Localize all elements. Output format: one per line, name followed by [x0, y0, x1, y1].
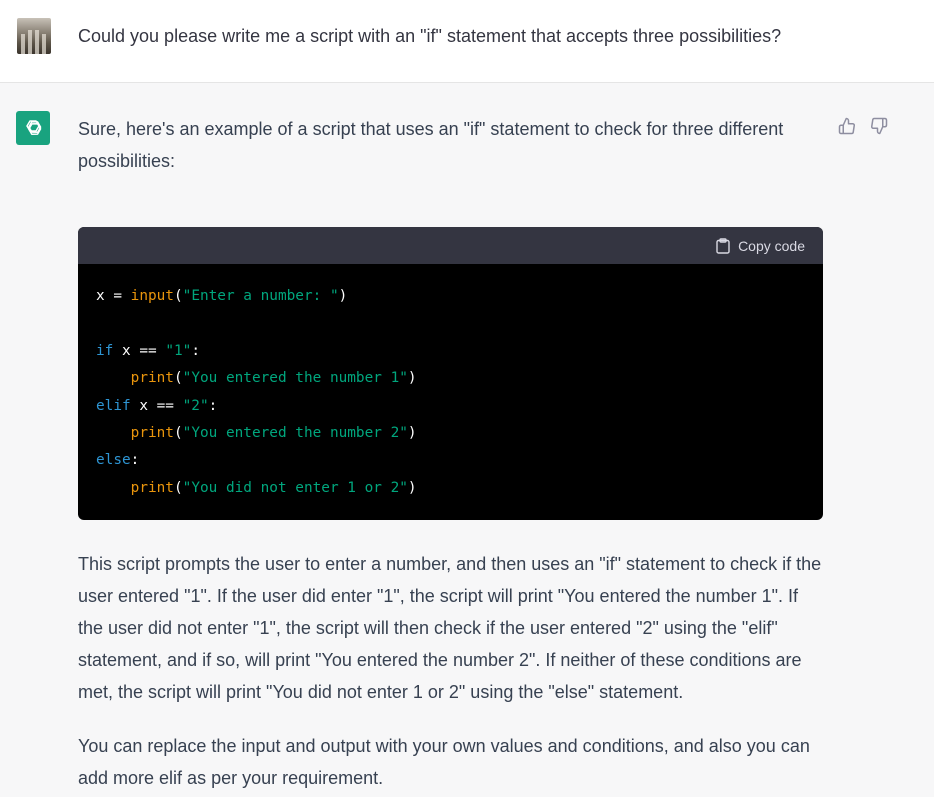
code-token: x ==: [113, 342, 166, 359]
code-content: [78, 264, 823, 502]
code-token: "Enter a number: ": [182, 288, 339, 304]
code-token: :: [191, 342, 200, 359]
code-token: print: [130, 425, 174, 442]
user-avatar: [17, 18, 51, 54]
code-token: [96, 370, 131, 386]
code-block-header: [78, 227, 823, 264]
code-line: [96, 393, 805, 420]
assistant-intro-text: Sure, here's an example of a script that uses an "if" statement to check for three different possibilities:: [78, 119, 784, 171]
code-token: [96, 425, 131, 441]
code-token: :: [130, 452, 140, 469]
thumbs-up-icon[interactable]: [836, 115, 858, 137]
copy-code-button[interactable]: [716, 230, 805, 262]
code-token: "1": [165, 342, 192, 359]
code-token: x =: [96, 288, 131, 304]
code-token: if: [96, 342, 114, 359]
code-token: "You entered the number 1": [182, 370, 408, 387]
code-token: "You entered the number 2": [182, 425, 408, 442]
code-block: [78, 227, 823, 520]
user-message-text: Could you please write me a script with an "if" statement that accepts three possibilities?: [78, 26, 782, 46]
code-token: print: [130, 370, 174, 387]
assistant-explanation-text: This script prompts the user to enter a number, and then uses an "if" statement to check if the user entered "1". If the user did enter "1", the script will print "You entered the number 1". If the user did not enter "1", the script will then check if the user entered "2" using the "elif" statement, and if so, will print "You entered the number 2". If neither of these conditions are met, the script will print "You did not enter 1 or 2" using the "else" statement.: [78, 554, 822, 702]
code-token: (: [173, 370, 183, 387]
code-token: else: [96, 452, 131, 469]
code-line: [96, 338, 805, 365]
code-token: ): [338, 288, 348, 304]
openai-logo-icon: [16, 111, 50, 145]
code-line: [96, 420, 805, 447]
code-token: (: [173, 425, 183, 442]
code-token: :: [208, 397, 218, 414]
code-line: [96, 447, 805, 474]
code-line: [96, 365, 805, 392]
user-message-row: [0, 0, 934, 83]
code-line: [96, 475, 805, 502]
copy-code-label: Copy code: [738, 237, 805, 254]
code-token: input: [130, 288, 174, 304]
clipboard-icon: [716, 238, 730, 254]
code-token: (: [173, 288, 183, 304]
code-token: ): [407, 479, 417, 496]
code-token: x ==: [130, 397, 183, 414]
code-token: elif: [96, 397, 131, 414]
code-line: [96, 283, 805, 310]
code-token: ): [407, 370, 417, 387]
assistant-closing-text: You can replace the input and output with your own values and conditions, and also you can add more elif as per your requirement.: [78, 736, 810, 788]
code-token: "2": [182, 397, 209, 414]
feedback-buttons: [836, 115, 890, 137]
code-token: "You did not enter 1 or 2": [182, 479, 408, 496]
code-token: [96, 480, 131, 496]
code-token: (: [173, 479, 183, 496]
thumbs-down-icon[interactable]: [868, 115, 890, 137]
code-token: ): [407, 425, 417, 442]
code-token: print: [130, 479, 174, 496]
assistant-message-row: [0, 83, 934, 797]
code-line: [96, 310, 805, 337]
